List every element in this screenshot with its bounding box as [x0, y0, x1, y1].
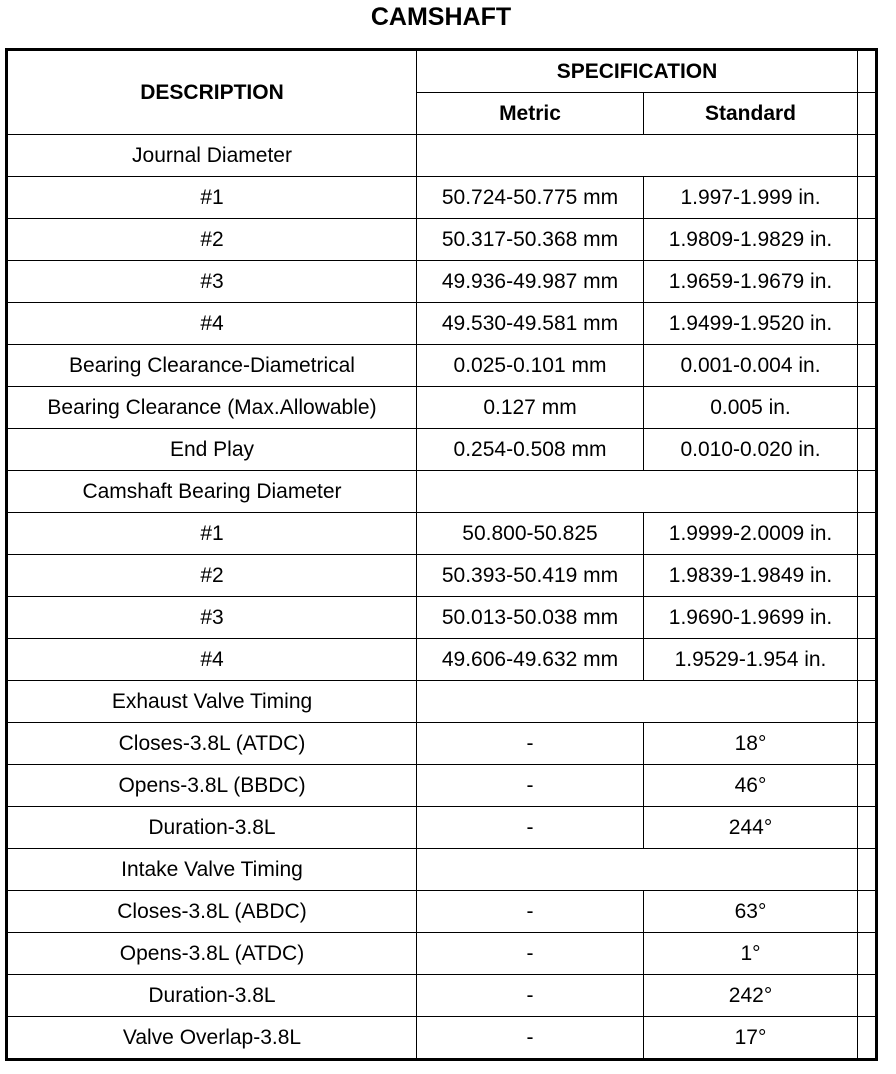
row-standard-value: 1.9659-1.9679 in.	[644, 261, 858, 303]
row-metric-value: -	[417, 933, 644, 975]
section-row	[7, 135, 877, 177]
row-metric-value: 50.317-50.368 mm	[417, 219, 644, 261]
row-standard-value: 1.9690-1.9699 in.	[644, 597, 858, 639]
table-row	[7, 891, 877, 933]
camshaft-spec-table	[5, 48, 878, 1061]
section-row	[7, 471, 877, 513]
row-spacer-cell	[858, 765, 877, 807]
row-standard-value: 1.997-1.999 in.	[644, 177, 858, 219]
section-row	[7, 849, 877, 891]
row-metric-value: -	[417, 975, 644, 1017]
row-spacer-cell	[858, 933, 877, 975]
table-row	[7, 387, 877, 429]
table-row	[7, 219, 877, 261]
row-standard-value: 17°	[644, 1017, 858, 1060]
row-metric-value: 0.254-0.508 mm	[417, 429, 644, 471]
row-description: Valve Overlap-3.8L	[7, 1017, 417, 1060]
row-spacer-cell	[858, 555, 877, 597]
row-description: Bearing Clearance-Diametrical	[7, 345, 417, 387]
row-spacer-cell	[858, 261, 877, 303]
table-row	[7, 261, 877, 303]
row-metric-value: -	[417, 765, 644, 807]
row-spacer-cell	[858, 429, 877, 471]
row-description: Opens-3.8L (BBDC)	[7, 765, 417, 807]
row-description: #1	[7, 513, 417, 555]
row-spacer-cell	[858, 513, 877, 555]
row-description: #2	[7, 219, 417, 261]
table-row	[7, 807, 877, 849]
row-description: #3	[7, 261, 417, 303]
section-row	[7, 681, 877, 723]
row-spacer-cell	[858, 219, 877, 261]
row-spacer-cell	[858, 177, 877, 219]
row-standard-value: 1.9999-2.0009 in.	[644, 513, 858, 555]
row-standard-value: 46°	[644, 765, 858, 807]
row-metric-value: 50.724-50.775 mm	[417, 177, 644, 219]
row-description: #1	[7, 177, 417, 219]
row-metric-value: 50.393-50.419 mm	[417, 555, 644, 597]
row-description: #4	[7, 303, 417, 345]
row-metric-value: 49.530-49.581 mm	[417, 303, 644, 345]
section-empty-cell	[417, 681, 858, 723]
row-description: Bearing Clearance (Max.Allowable)	[7, 387, 417, 429]
row-standard-value: 1.9529-1.954 in.	[644, 639, 858, 681]
table-row	[7, 555, 877, 597]
row-standard-value: 1.9839-1.9849 in.	[644, 555, 858, 597]
row-description: Closes-3.8L (ABDC)	[7, 891, 417, 933]
row-description: Opens-3.8L (ATDC)	[7, 933, 417, 975]
section-label: Exhaust Valve Timing	[7, 681, 417, 723]
row-spacer-cell	[858, 849, 877, 891]
row-description: #4	[7, 639, 417, 681]
row-metric-value: 0.025-0.101 mm	[417, 345, 644, 387]
row-metric-value: 49.606-49.632 mm	[417, 639, 644, 681]
row-spacer-cell	[858, 471, 877, 513]
row-spacer-cell	[858, 681, 877, 723]
row-standard-value: 1°	[644, 933, 858, 975]
page-title: CAMSHAFT	[370, 3, 512, 31]
table-row	[7, 177, 877, 219]
row-spacer-cell	[858, 807, 877, 849]
section-label: Journal Diameter	[7, 135, 417, 177]
row-metric-value: -	[417, 891, 644, 933]
row-spacer-cell	[858, 597, 877, 639]
table-row	[7, 513, 877, 555]
table-row	[7, 429, 877, 471]
table-row	[7, 303, 877, 345]
header-description: DESCRIPTION	[7, 50, 417, 135]
row-description: #2	[7, 555, 417, 597]
table-row	[7, 933, 877, 975]
section-empty-cell	[417, 471, 858, 513]
table-row	[7, 639, 877, 681]
header-metric: Metric	[417, 93, 644, 135]
header-specification: SPECIFICATION	[417, 50, 858, 93]
table-row	[7, 975, 877, 1017]
row-description: Duration-3.8L	[7, 975, 417, 1017]
row-spacer-cell	[858, 1017, 877, 1060]
table-row	[7, 1017, 877, 1060]
row-spacer-cell	[858, 345, 877, 387]
row-metric-value: -	[417, 723, 644, 765]
row-spacer-cell	[858, 639, 877, 681]
row-spacer-cell	[858, 135, 877, 177]
row-metric-value: 0.127 mm	[417, 387, 644, 429]
row-standard-value: 1.9809-1.9829 in.	[644, 219, 858, 261]
section-empty-cell	[417, 135, 858, 177]
row-description: Closes-3.8L (ATDC)	[7, 723, 417, 765]
row-spacer-cell	[858, 723, 877, 765]
table-row	[7, 345, 877, 387]
row-description: Duration-3.8L	[7, 807, 417, 849]
row-metric-value: -	[417, 1017, 644, 1060]
row-spacer-cell	[858, 303, 877, 345]
section-empty-cell	[417, 849, 858, 891]
row-standard-value: 18°	[644, 723, 858, 765]
header-spacer-cell	[858, 93, 877, 135]
spec-table-body	[7, 135, 877, 1060]
row-standard-value: 0.001-0.004 in.	[644, 345, 858, 387]
row-spacer-cell	[858, 387, 877, 429]
row-metric-value: -	[417, 807, 644, 849]
header-standard: Standard	[644, 93, 858, 135]
row-standard-value: 0.010-0.020 in.	[644, 429, 858, 471]
row-standard-value: 244°	[644, 807, 858, 849]
table-row	[7, 765, 877, 807]
header-row-main	[7, 50, 877, 93]
row-metric-value: 49.936-49.987 mm	[417, 261, 644, 303]
row-standard-value: 0.005 in.	[644, 387, 858, 429]
row-description: #3	[7, 597, 417, 639]
row-description: End Play	[7, 429, 417, 471]
row-standard-value: 63°	[644, 891, 858, 933]
row-spacer-cell	[858, 975, 877, 1017]
row-spacer-cell	[858, 891, 877, 933]
row-metric-value: 50.800-50.825	[417, 513, 644, 555]
header-spacer-cell	[858, 50, 877, 93]
row-standard-value: 242°	[644, 975, 858, 1017]
table-row	[7, 723, 877, 765]
section-label: Camshaft Bearing Diameter	[7, 471, 417, 513]
section-label: Intake Valve Timing	[7, 849, 417, 891]
table-row	[7, 597, 877, 639]
row-metric-value: 50.013-50.038 mm	[417, 597, 644, 639]
row-standard-value: 1.9499-1.9520 in.	[644, 303, 858, 345]
